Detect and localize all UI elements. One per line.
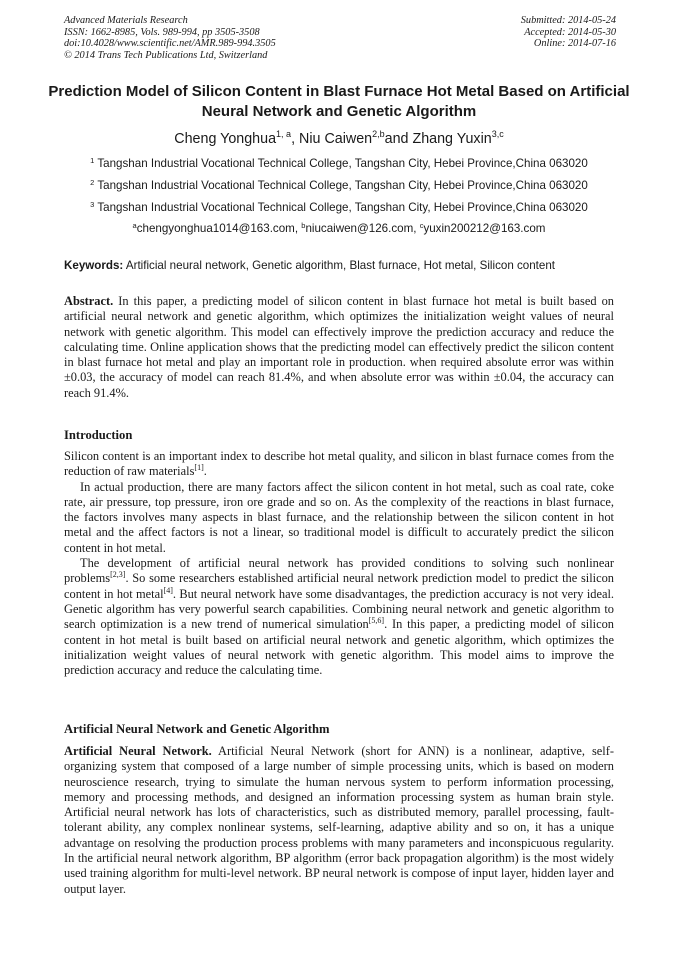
affiliation-number: 1	[90, 156, 95, 165]
section-heading-introduction: Introduction	[64, 428, 133, 442]
paragraph-text: . So some researchers established artificial neural network prediction model to predict the silicon content in hot metal	[64, 571, 614, 601]
ann-section-body	[64, 744, 614, 897]
author-separator: and	[384, 131, 413, 147]
author-name: Niu Caiwen	[299, 131, 373, 147]
subsection-lead: Artificial Neural Network.	[64, 744, 212, 758]
journal-info	[64, 15, 276, 61]
affiliation-text: Tangshan Industrial Vocational Technical College, Tangshan City, Hebei Province,China 063020	[94, 179, 588, 192]
affiliation-1	[40, 157, 638, 171]
paragraph-text: Silicon content is an important index to describe hot metal quality, and silicon in blast furnace comes from the reduction of raw materials	[64, 449, 614, 479]
affiliation-number: 3	[90, 200, 95, 209]
affiliation-3	[40, 201, 638, 215]
paper-title: Prediction Model of Silicon Content in Blast Furnace Hot Metal Based on Artificial Neural Network and Genetic Algorithm	[48, 83, 630, 120]
email-mark: a	[132, 221, 137, 230]
submitted-date: Submitted: 2014-05-24	[520, 15, 616, 26]
abstract	[64, 294, 614, 401]
author-name: Cheng Yonghua	[174, 131, 277, 147]
email-address: niucaiwen@126.com,	[305, 222, 420, 235]
citation: [4]	[163, 585, 173, 595]
paragraph-text: . In this paper, a predicting model of silicon content in hot metal is built based on artificial neural network and genetic algorithm, which optimizes the initialization weight values of neural network with genetic algorithm. This model aims to improve the prediction accuracy and reduce the calculating time.	[64, 617, 614, 678]
journal-name: Advanced Materials Research	[64, 15, 188, 26]
citation: [5,6]	[368, 616, 385, 626]
accepted-date: Accepted: 2014-05-30	[524, 26, 616, 38]
paragraph	[64, 744, 614, 897]
paragraph: In actual production, there are many factors affect the silicon content in hot metal, such as coal rate, coke rate, air pressure, top pressure, iron ore grade and so on. As the complexity of the reactions in blast furnace, the factors involves many aspects in blast furnace, and the relationship between the silicon content in hot metal and the affect factors is not a linear, so traditional model is difficult to accurately predict the silicon content in hot metal.	[64, 479, 614, 555]
paragraph	[64, 556, 614, 678]
affiliation-2	[40, 179, 638, 193]
author-affiliation-mark: 3,c	[491, 129, 504, 139]
submission-dates	[521, 15, 616, 50]
author-name: Zhang Yuxin	[412, 131, 492, 147]
email-mark: b	[301, 221, 306, 230]
author-affiliation-mark: 1, a	[276, 129, 292, 139]
online-date: Online: 2014-07-16	[533, 38, 616, 49]
paragraph	[64, 449, 614, 480]
paragraph-text: Artificial Neural Network (short for ANN) is a nonlinear, adaptive, self-organizing system that composed of a large number of simple processing units, which is based on modern neuroscience research, trying to simulate the human nervous system to perform information processing, memory and processing methods, and designed an information processing system as human brain style. Artificial neural network has lots of characteristics, such as distributed memory, parallel processing, fault-tolerant ability, any complex nonlinear systems, self-learning, adaptive ability and so on, it has a unique advantage on resolving the production process problems with many parameters and inconspicuous regularity. In the artificial neural network algorithm, BP algorithm (error back propagation algorithm) is the most widely used training algorithm for multi-level network. BP neural network is compose of input layer, hidden layer and output layer.	[64, 744, 614, 896]
section-heading-ann-ga: Artificial Neural Network and Genetic Algorithm	[64, 722, 330, 736]
affiliation-text: Tangshan Industrial Vocational Technical College, Tangshan City, Hebei Province,China 063020	[94, 157, 588, 170]
author-emails	[40, 222, 638, 236]
affiliation-number: 2	[90, 178, 95, 187]
affiliation-text: Tangshan Industrial Vocational Technical College, Tangshan City, Hebei Province,China 063020	[94, 201, 588, 214]
email-address: yuxin200212@163.com	[423, 222, 546, 235]
abstract-label: Abstract.	[64, 294, 114, 308]
author-affiliation-mark: 2,b	[372, 129, 385, 139]
copyright-line: © 2014 Trans Tech Publications Ltd, Switzerland	[64, 49, 268, 61]
citation: [1]	[194, 463, 204, 473]
introduction-body	[64, 449, 614, 678]
paragraph-text: .	[203, 464, 207, 479]
author-separator: ,	[291, 131, 300, 147]
keywords	[64, 259, 624, 273]
paragraph-text: . But neural network have some disadvantages, the prediction accuracy is not very ideal. Genetic algorithm has very powerful search capabilities. Combining neural network and genetic algorithm to search optimization is a new trend of numerical simulation	[64, 586, 614, 632]
doi-line: doi:10.4028/www.scientific.net/AMR.989-994.3505	[64, 38, 276, 49]
author-list	[40, 130, 638, 148]
paragraph-text: The development of artificial neural network has provided conditions to solving such nonlinear problems	[64, 556, 614, 586]
keywords-label: Keywords:	[64, 259, 124, 272]
email-address: chengyonghua1014@163.com,	[136, 222, 302, 235]
citation: [2,3]	[110, 570, 126, 580]
abstract-text: In this paper, a predicting model of silicon content in blast furnace hot metal is built based on artificial neural network and genetic algorithm, which optimizes the initialization weight values of neural network with genetic algorithm. This model can effectively improve the prediction accuracy and reduce the calculating time. Online application shows that the predicting model can effectively predict the silicon content in blast furnace hot metal and play an important role in production. when required absolute error was within ±0.03, the accuracy of model can reach 81.4%, and when absolute error was within ±0.04, the accuracy can reach 91.4%.	[64, 294, 614, 400]
email-mark: c	[419, 221, 424, 230]
keywords-text: Artificial neural network, Genetic algorithm, Blast furnace, Hot metal, Silicon content	[123, 259, 556, 272]
issn-line: ISSN: 1662-8985, Vols. 989-994, pp 3505-3508	[64, 26, 260, 38]
